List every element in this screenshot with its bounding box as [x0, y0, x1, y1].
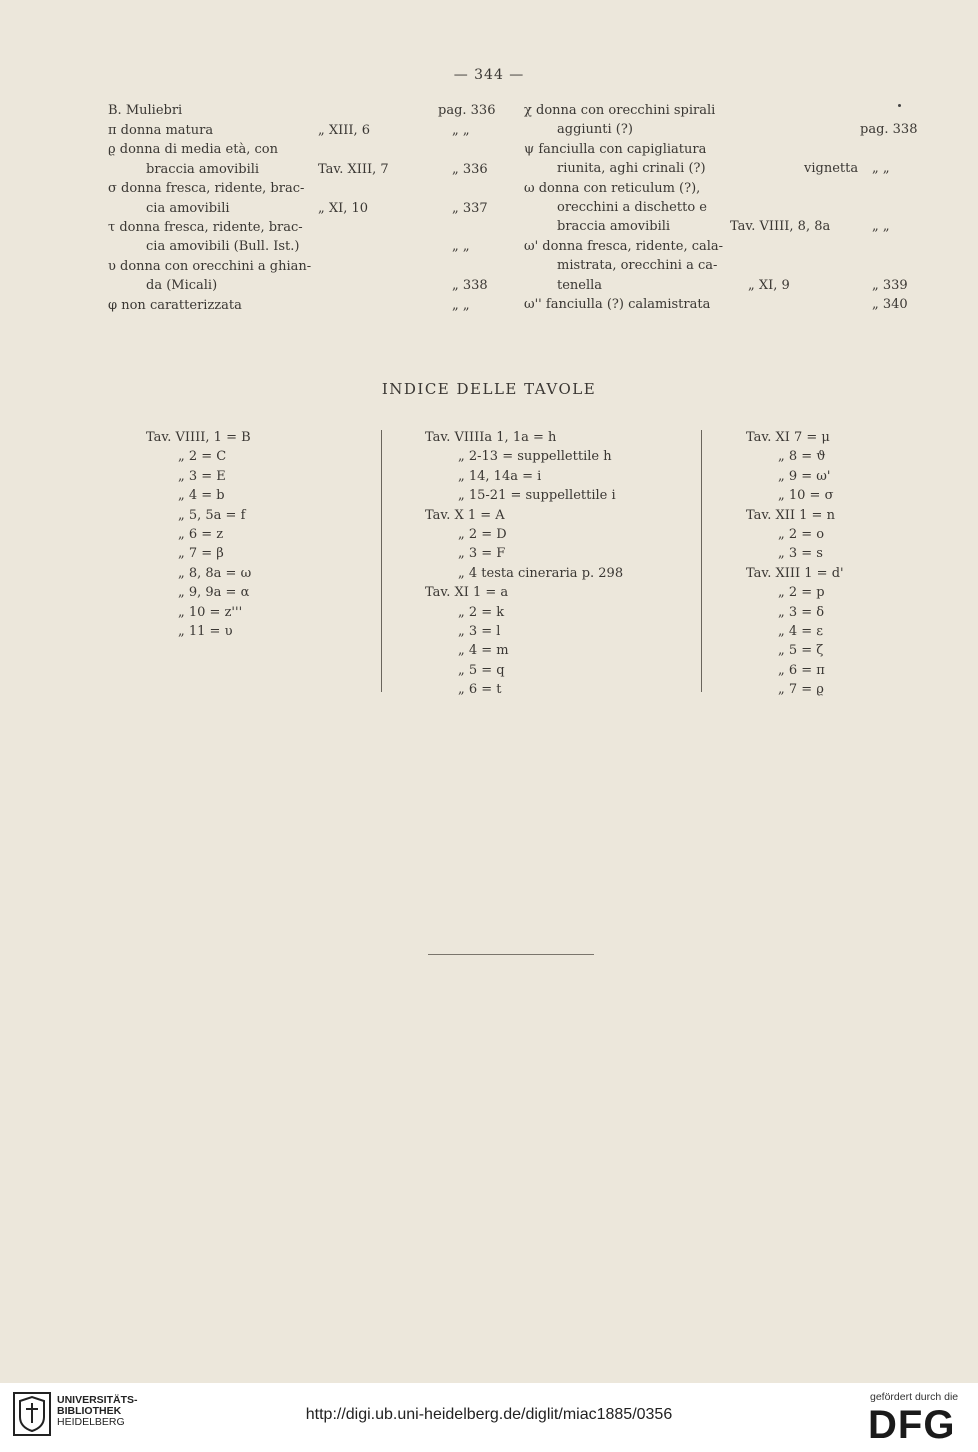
entry-text: cia amovibili [146, 200, 230, 216]
entry-page-ref: „ „ [452, 239, 470, 255]
entry-page-ref: „ 339 [872, 277, 908, 293]
dfg-logo: DFG [868, 1403, 956, 1447]
entry-text: π donna matura [108, 123, 214, 138]
entry-page-ref: „ 338 [452, 278, 488, 294]
entry-text: υ donna con orecchini a ghian- [108, 258, 312, 274]
index-row: „ 6 = t [458, 682, 502, 698]
entry-page-ref: „ „ [452, 297, 470, 313]
index-row: Tav. XI 1 = a [425, 585, 509, 601]
index-row: „ 2-13 = suppellettile h [458, 449, 612, 465]
index-row: „ 14, 14a = i [458, 468, 542, 484]
entry-text: aggiunti (?) [557, 122, 633, 138]
index-row: „ 3 = s [778, 546, 823, 562]
entry-text: braccia amovibili [557, 219, 671, 235]
entry-text: φ non caratterizzata [108, 297, 242, 313]
index-row: „ 3 = E [178, 468, 226, 484]
index-row: „ 3 = l [458, 624, 501, 639]
index-row: Tav. VIIIIa 1, 1a = h [425, 430, 557, 445]
entry-page-ref: „ „ [452, 123, 470, 138]
footer-bar [0, 1383, 978, 1452]
index-row: „ 4 testa cineraria p. 298 [458, 565, 624, 581]
entry-text: ω' donna fresca, ridente, cala- [524, 238, 724, 254]
entry-plate-ref: „ XI, 10 [318, 200, 369, 216]
funded-by-label: gefördert durch die [870, 1391, 959, 1403]
entry-plate-ref: vignetta [804, 161, 859, 177]
index-row: „ 8 = ϑ [778, 449, 826, 465]
entry-text: ω donna con reticulum (?), [524, 180, 701, 196]
index-row: Tav. XI 7 = μ [746, 430, 830, 445]
entry-text: tenella [557, 277, 603, 293]
index-title: INDICE DELLE TAVOLE [381, 380, 597, 398]
index-row: „ 5 = q [458, 662, 505, 678]
index-row: „ 2 = C [178, 449, 227, 465]
column-divider [381, 430, 382, 692]
heading-page-ref: pag. 336 [438, 103, 496, 118]
index-row: „ 7 = ϱ [778, 682, 824, 698]
index-row: „ 4 = b [178, 488, 225, 504]
entry-page-ref: „ „ [872, 161, 890, 177]
end-rule [428, 954, 594, 955]
entry-page-ref: „ 336 [452, 161, 488, 177]
index-row: „ 10 = σ [778, 488, 834, 504]
entry-text: ω'' fanciulla (?) calamistrata [524, 297, 711, 312]
entry-text: τ donna fresca, ridente, brac- [108, 220, 303, 235]
index-row: „ 4 = ε [778, 624, 824, 639]
index-row: „ 5, 5a = f [178, 507, 246, 523]
index-row: „ 3 = δ [778, 604, 825, 620]
entry-page-ref: pag. 338 [860, 122, 918, 138]
index-row: Tav. X 1 = A [425, 507, 505, 523]
index-row: „ 11 = υ [178, 624, 233, 639]
entry-text: da (Micali) [146, 278, 218, 294]
index-row: „ 9 = ω' [778, 468, 831, 484]
index-row: „ 4 = m [458, 643, 509, 659]
index-row: „ 7 = β [178, 546, 224, 562]
index-row: „ 10 = z''' [178, 604, 243, 620]
entry-text: mistrata, orecchini a ca- [557, 258, 718, 274]
index-row: „ 8, 8a = ω [178, 565, 252, 581]
entry-text: ψ fanciulla con capigliatura [524, 141, 707, 157]
index-row: „ 9, 9a = α [178, 585, 250, 601]
entry-text: cia amovibili (Bull. Ist.) [146, 239, 300, 255]
entry-plate-ref: „ XIII, 6 [318, 123, 371, 138]
entry-text: σ donna fresca, ridente, brac- [108, 181, 305, 197]
entry-plate-ref: „ XI, 9 [748, 277, 790, 293]
index-row: „ 3 = F [458, 546, 506, 562]
entry-plate-ref: Tav. XIII, 7 [318, 161, 389, 177]
index-row: „ 6 = π [778, 662, 825, 678]
index-row: Tav. XII 1 = n [746, 507, 835, 523]
entry-page-ref: „ „ [872, 219, 890, 235]
entry-page-ref: „ 340 [872, 297, 908, 312]
page-number: — 344 — [453, 67, 525, 83]
index-row: „ 15-21 = suppellettile i [458, 488, 616, 504]
index-row: „ 2 = p [778, 585, 825, 601]
index-row: „ 6 = z [178, 527, 224, 542]
entry-plate-ref: Tav. VIIII, 8, 8a [730, 219, 831, 235]
entry-page-ref: „ 337 [452, 200, 488, 216]
entry-text: orecchini a dischetto e [557, 200, 707, 215]
entry-text: ϱ donna di media età, con [108, 142, 278, 158]
index-row: Tav. XIII 1 = d' [746, 565, 844, 581]
speck-mark [898, 104, 901, 107]
column-divider [701, 430, 702, 692]
source-url-link[interactable]: http://digi.ub.uni-heidelberg.de/diglit/miac1885/0356 [305, 1406, 673, 1423]
index-row: „ 2 = o [778, 527, 825, 542]
section-heading: B. Muliebri [108, 103, 183, 118]
index-row: „ 2 = D [458, 527, 507, 542]
library-name: UNIVERSITÄTS- BIBLIOTHEK HEIDELBERG [57, 1394, 138, 1428]
index-row: „ 2 = k [458, 604, 505, 620]
entry-text: braccia amovibili [146, 161, 260, 177]
entry-text: χ donna con orecchini spirali [524, 103, 716, 118]
index-row: Tav. VIIII, 1 = B [146, 430, 251, 445]
index-row: „ 5 = ζ [778, 643, 824, 659]
entry-text: riunita, aghi crinali (?) [557, 161, 706, 177]
